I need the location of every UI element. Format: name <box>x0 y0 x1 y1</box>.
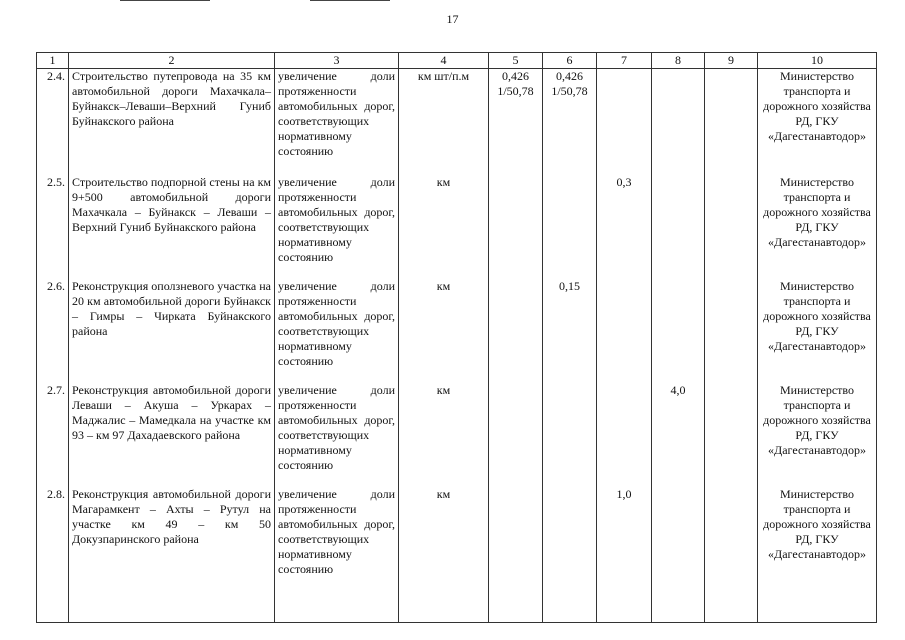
responsible: Министерство транспорта и дорожного хозяйства РД, ГКУ «Дагестанавтодор» <box>758 279 877 383</box>
value-col-6 <box>543 487 597 623</box>
value-col-7: 1,0 <box>597 487 652 623</box>
row-number: 2.4. <box>37 69 69 176</box>
col-header-7: 7 <box>597 53 652 69</box>
responsible: Министерство транспорта и дорожного хозяйства РД, ГКУ «Дагестанавтодор» <box>758 383 877 487</box>
value-col-5 <box>489 175 543 279</box>
value-col-7: 0,3 <box>597 175 652 279</box>
col-header-4: 4 <box>399 53 489 69</box>
value-col-5 <box>489 279 543 383</box>
value-col-6 <box>543 175 597 279</box>
value-col-5: 0,426 1/50,78 <box>489 69 543 176</box>
table-row <box>37 69 877 176</box>
table-row <box>37 383 877 487</box>
col-header-8: 8 <box>652 53 705 69</box>
value-col-9 <box>705 487 758 623</box>
col-header-3: 3 <box>275 53 399 69</box>
top-rule-right <box>310 0 390 1</box>
top-rule-left <box>120 0 210 1</box>
measure-name: Строительство подпорной стены на км 9+500 автомобильной дороги Махачкала – Буйнакск – Леваши – Верхний Гуниб Буйнакского района <box>69 175 275 279</box>
header-row <box>37 53 877 69</box>
value-col-9 <box>705 69 758 176</box>
col-header-1: 1 <box>37 53 69 69</box>
indicator: увеличение доли протяженности автомобильных дорог, соответствующих нормативному состоянию <box>275 69 399 176</box>
table-row <box>37 279 877 383</box>
row-number: 2.7. <box>37 383 69 487</box>
responsible: Министерство транспорта и дорожного хозяйства РД, ГКУ «Дагестанавтодор» <box>758 69 877 176</box>
value-col-8 <box>652 69 705 176</box>
col-header-9: 9 <box>705 53 758 69</box>
value-col-6: 0,15 <box>543 279 597 383</box>
measure-name: Реконструкция автомобильной дороги Леваши – Акуша – Уркарах – Маджалис – Мамедкала на участке км 93 – км 97 Дахадаевского района <box>69 383 275 487</box>
col-header-5: 5 <box>489 53 543 69</box>
value-col-5 <box>489 487 543 623</box>
value-col-9 <box>705 383 758 487</box>
value-col-8 <box>652 279 705 383</box>
indicator: увеличение доли протяженности автомобильных дорог, соответствующих нормативному состоянию <box>275 279 399 383</box>
measure-name: Строительство путепровода на 35 км автомобильной дороги Махачкала–Буйнакск–Леваши–Верхний Гуниб Буйнакского района <box>69 69 275 176</box>
value-col-9 <box>705 279 758 383</box>
indicator: увеличение доли протяженности автомобильных дорог, соответствующих нормативному состоянию <box>275 383 399 487</box>
row-number: 2.8. <box>37 487 69 623</box>
value-col-7 <box>597 279 652 383</box>
value-col-5 <box>489 383 543 487</box>
unit: км <box>399 383 489 487</box>
value-col-6: 0,426 1/50,78 <box>543 69 597 176</box>
table-row <box>37 175 877 279</box>
col-header-2: 2 <box>69 53 275 69</box>
col-header-6: 6 <box>543 53 597 69</box>
value-col-9 <box>705 175 758 279</box>
unit: км <box>399 175 489 279</box>
row-number: 2.5. <box>37 175 69 279</box>
measure-name: Реконструкция автомобильной дороги Магарамкент – Ахты – Рутул на участке км 49 – км 50 Докузпаринского района <box>69 487 275 623</box>
value-col-6 <box>543 383 597 487</box>
table-row <box>37 487 877 623</box>
indicator: увеличение доли протяженности автомобильных дорог, соответствующих нормативному состоянию <box>275 175 399 279</box>
value-col-8 <box>652 487 705 623</box>
measure-name: Реконструкция оползневого участка на 20 км автомобильной дороги Буйнакск – Гимры – Чирката Буйнакского района <box>69 279 275 383</box>
indicator: увеличение доли протяженности автомобильных дорог, соответствующих нормативному состоянию <box>275 487 399 623</box>
value-col-8: 4,0 <box>652 383 705 487</box>
measures-table <box>36 52 877 623</box>
unit: км <box>399 487 489 623</box>
value-col-7 <box>597 383 652 487</box>
col-header-10: 10 <box>758 53 877 69</box>
value-col-8 <box>652 175 705 279</box>
responsible: Министерство транспорта и дорожного хозяйства РД, ГКУ «Дагестанавтодор» <box>758 175 877 279</box>
row-number: 2.6. <box>37 279 69 383</box>
unit: км шт/п.м <box>399 69 489 176</box>
responsible: Министерство транспорта и дорожного хозяйства РД, ГКУ «Дагестанавтодор» <box>758 487 877 623</box>
page-number: 17 <box>446 12 459 26</box>
unit: км <box>399 279 489 383</box>
value-col-7 <box>597 69 652 176</box>
